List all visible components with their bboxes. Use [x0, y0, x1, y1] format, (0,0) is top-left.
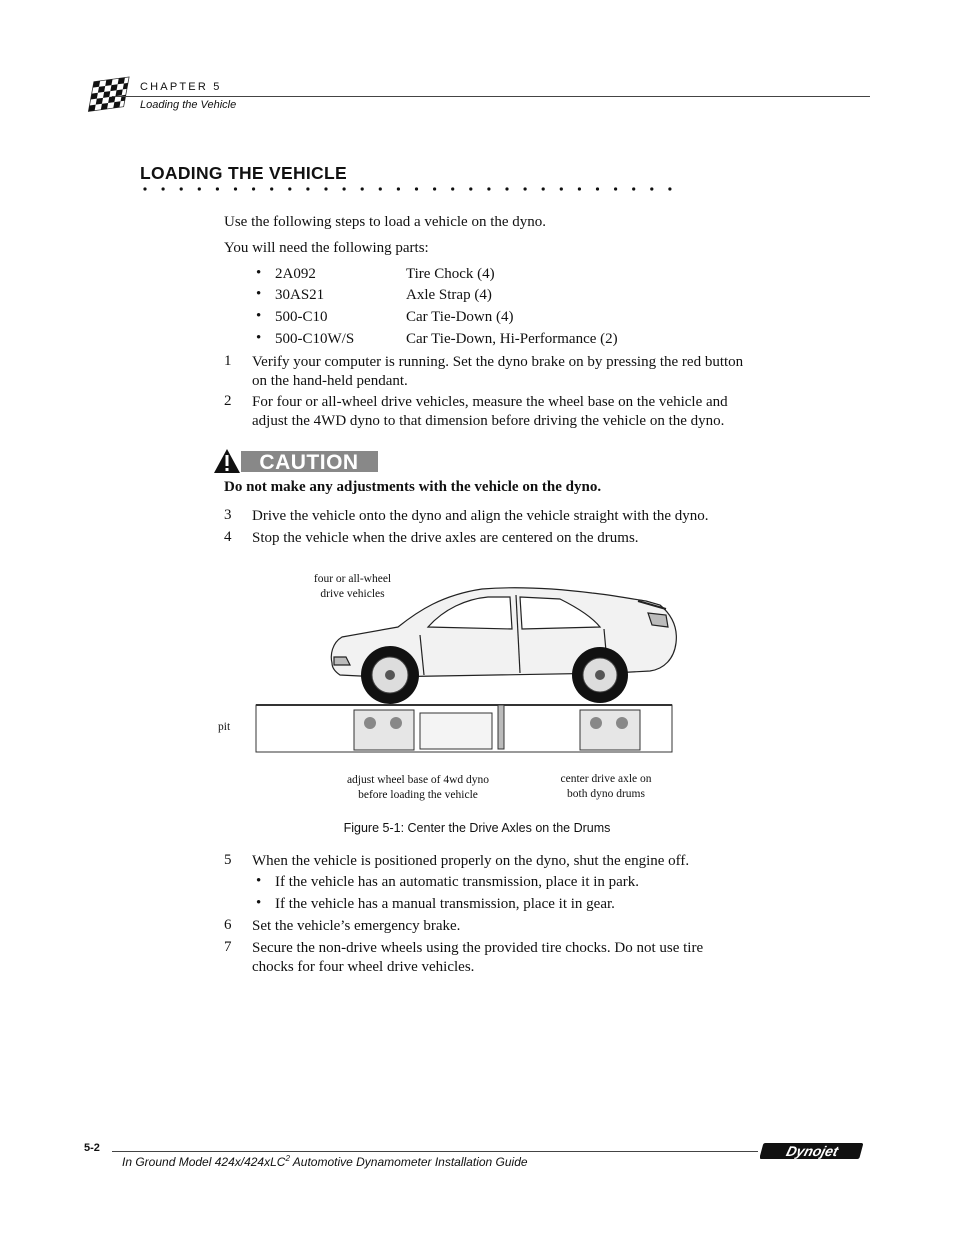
rule-dot: [180, 187, 183, 190]
rule-dot: [343, 187, 346, 190]
rule-dot: [668, 187, 671, 190]
rule-dot: [234, 187, 237, 190]
part-description: Car Tie-Down, Hi-Performance (2): [406, 331, 618, 347]
part-description: Tire Chock (4): [406, 266, 495, 282]
rule-dot: [650, 187, 653, 190]
step-number: 5: [224, 852, 232, 868]
rule-dot: [379, 187, 382, 190]
part-description: Car Tie-Down (4): [406, 309, 514, 325]
dynojet-logo: [760, 1141, 866, 1161]
part-number: 30AS21: [275, 287, 325, 303]
caution-text: Do not make any adjustments with the vehicle on the dyno.: [224, 479, 602, 495]
step-text: When the vehicle is positioned properly on the dyno, shut the engine off.: [252, 853, 690, 869]
intro-text: Use the following steps to load a vehicle on the dyno.: [224, 214, 547, 230]
rule-dot: [143, 187, 146, 190]
part-number: 500-C10W/S: [275, 331, 355, 347]
rule-dot: [578, 187, 581, 190]
caution-label: CAUTION: [259, 451, 359, 474]
parts-intro: You will need the following parts:: [224, 240, 429, 256]
rule-dot: [306, 187, 309, 190]
step-text: For four or all-wheel drive vehicles, measure the wheel base on the vehicle and adjust the 4WD dyno to that dimension before driving the vehicle on the dyno.: [252, 394, 728, 429]
step-number: 4: [224, 529, 232, 545]
rule-dot: [270, 187, 273, 190]
step-text: Verify your computer is running. Set the dyno brake on by pressing the red button on the hand-held pendant.: [252, 354, 744, 389]
step-number: 6: [224, 917, 232, 933]
dyno-pit: [256, 705, 672, 752]
part-number: 2A092: [275, 266, 316, 282]
dyno-figure: [220, 565, 680, 760]
figure-label-pit: pit: [218, 721, 231, 733]
step-text: Set the vehicle’s emergency brake.: [252, 918, 461, 934]
chapter-label: CHAPTER 5: [140, 81, 222, 93]
rule-dot: [542, 187, 545, 190]
step-number: 3: [224, 507, 232, 523]
rule-dot: [415, 187, 418, 190]
page-number: 5-2: [84, 1142, 100, 1154]
step-text: Secure the non-drive wheels using the provided tire chocks. Do not use tire chocks for four wheel drive vehicles.: [252, 940, 704, 975]
figure-label-awd: four or all-wheel drive vehicles: [313, 573, 392, 600]
step-number: 7: [224, 939, 232, 955]
rule-dot: [560, 187, 563, 190]
part-number: 500-C10: [275, 309, 328, 325]
rule-dot: [505, 187, 508, 190]
footer-rule: [112, 1151, 758, 1152]
rule-dot: [397, 187, 400, 190]
rule-dot: [288, 187, 291, 190]
rule-dot: [361, 187, 364, 190]
page-title: LOADING THE VEHICLE: [140, 163, 347, 183]
rule-dot: [451, 187, 454, 190]
rule-dot: [216, 187, 219, 190]
rule-dot: [198, 187, 201, 190]
rule-dot: [469, 187, 472, 190]
rule-dot: [524, 187, 527, 190]
footer-title: In Ground Model 424x/424xLC$^2$ Automotive Dynamometer Installation Guide: [122, 1154, 528, 1169]
caution-banner: [214, 447, 380, 475]
rule-dot: [614, 187, 617, 190]
figure-label-center: center drive axle on both dyno drums: [560, 773, 652, 800]
rear-wheel: [572, 647, 628, 703]
step-number: 2: [224, 393, 232, 409]
title-dotted-rule: [142, 186, 687, 192]
step-text: Drive the vehicle onto the dyno and align the vehicle straight with the dyno.: [252, 508, 709, 524]
rule-dot: [162, 187, 165, 190]
logo-text: Dynojet: [784, 1144, 840, 1160]
rule-dot: [252, 187, 255, 190]
part-description: Axle Strap (4): [406, 287, 492, 303]
front-wheel: [361, 646, 419, 704]
rule-dot: [596, 187, 599, 190]
rule-dot: [324, 187, 327, 190]
step-number: 1: [224, 353, 232, 369]
step-text: Stop the vehicle when the drive axles are centered on the drums.: [252, 530, 639, 546]
checkered-flag-icon: [84, 76, 134, 118]
figure-label-adjust: adjust wheel base of 4wd dyno before loading the vehicle: [346, 774, 490, 801]
figure-caption: Figure 5-1: Center the Drive Axles on the Drums: [343, 821, 611, 835]
rule-dot: [632, 187, 635, 190]
rule-dot: [433, 187, 436, 190]
section-subtitle: Loading the Vehicle: [140, 99, 237, 111]
header-rule: [112, 96, 870, 97]
rule-dot: [487, 187, 490, 190]
